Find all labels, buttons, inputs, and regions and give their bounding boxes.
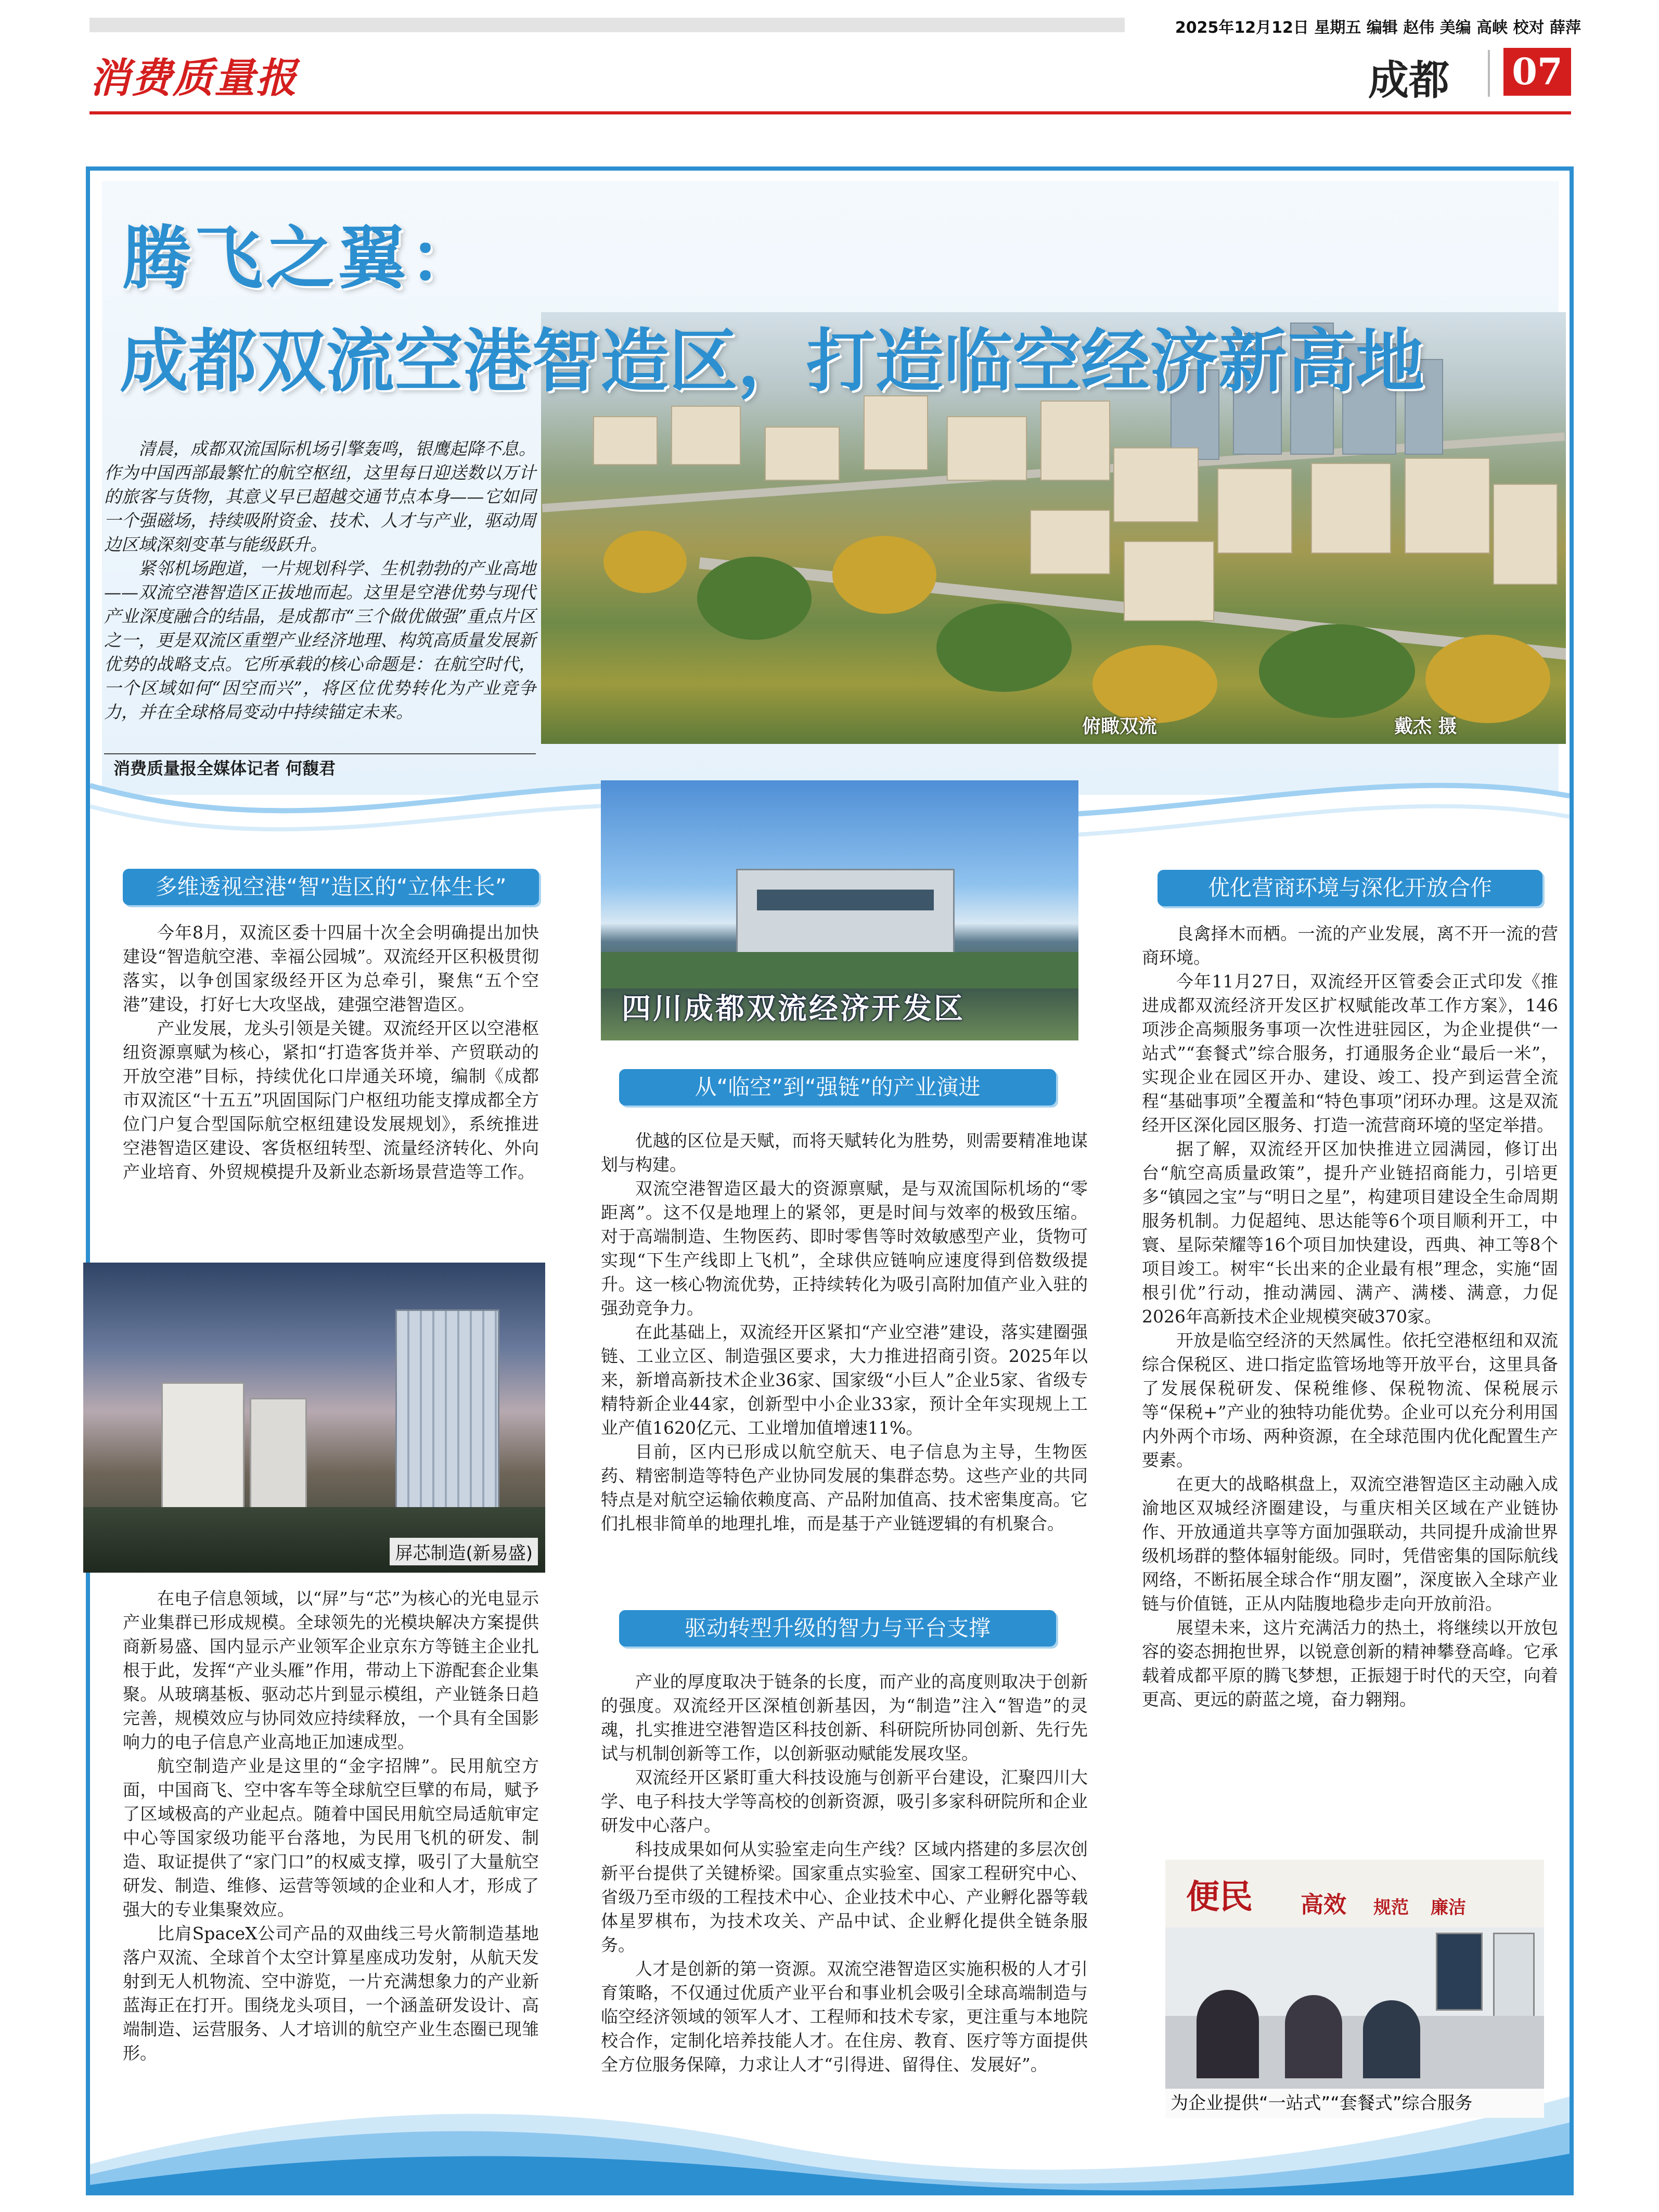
- section-heading-industry-evolution: 从“临空”到“强链”的产业演进: [619, 1069, 1056, 1105]
- body-paragraph: 开放是临空经济的天然属性。依托空港枢纽和双流综合保税区、进口指定监管场地等开放平台，这里具备了发展保税研发、保税维修、保税物流、保税展示等“保税+”产业的独特功能优势。企业可以充分利用国内外两个市场、两种资源，在全球范围内优化配置生产要素。: [1142, 1330, 1558, 1470]
- body-paragraph: 双流空港智造区最大的资源禀赋，是与双流国际机场的“零距离”。这不仅是地理上的紧邻，更是时间与效率的极致压缩。对于高端制造、生物医药、即时零售等时效敏感型产业，货物可实现“下生产线即上飞机”，全球供应链响应速度得到倍数级提升。这一核心物流优势，正持续转化为吸引高附加值产业入驻的强劲竞争力。: [601, 1178, 1088, 1318]
- masthead-rule: [89, 111, 1571, 114]
- body-paragraph: 产业的厚度取决于链条的长度，而产业的高度则取决于创新的强度。双流经开区深植创新基因，为“制造”注入“智造”的灵魂，扎实推进空港智造区科技创新、科研院所协同创新、先行先试与机制创新等工作，以创新驱动赋能发展攻坚。: [601, 1671, 1088, 1764]
- service-wall-text: 便民: [1186, 1877, 1253, 1917]
- column1-text-b: [123, 1587, 539, 2065]
- body-paragraph: 科技成果如何从实验室走向生产线？区域内搭建的多层次创新平台提供了关键桥梁。国家重点实验室、国家工程研究中心、省级乃至市级的工程技术中心、企业技术中心、产业孵化器等载体星罗棋布，为技术攻关、产品中试、企业孵化提供全链条服务。: [601, 1839, 1088, 1955]
- column1-text-a: [123, 921, 539, 1184]
- body-paragraph: 展望未来，这片充满活力的热土，将继续以开放包容的姿态拥抱世界，以锐意创新的精神攀登高峰。它承载着成都平原的腾飞梦想，正振翅于时代的天空，向着更高、更远的蔚蓝之境，奋力翱翔。: [1142, 1617, 1558, 1709]
- body-paragraph: 今年11月27日，双流经开区管委会正式印发《推进成都双流经济开发区扩权赋能改革工作方案》，146项涉企高频服务事项一次性进驻园区，为企业提供“一站式”“套餐式”综合服务，打通服务企业“最后一米”，实现企业在园区开办、建设、竣工、投产到运营全流程“基础事项”全覆盖和“特色事项”闭环办理。这是双流经开区深化园区服务、打造一流营商环境的坚定举措。: [1142, 971, 1558, 1135]
- column2-text-b: [601, 1670, 1088, 2077]
- headline-line2: 成都双流空港智造区，打造临空经济新高地: [120, 321, 1424, 402]
- body-paragraph: 今年8月，双流区委十四届十次全会明确提出加快建设“智造航空港、幸福公园城”。双流经开区积极贯彻落实，以争创国家级经开区为总牵引，聚焦“五个空港”建设，打好七大攻坚战，建强空港智造区。: [123, 922, 539, 1014]
- headline-line1: 腾飞之翼：: [122, 218, 481, 299]
- hero-caption-right: 戴杰 摄: [1394, 716, 1457, 737]
- service-wall-text: 廉洁: [1431, 1897, 1466, 1918]
- page-number: 07: [1503, 48, 1571, 96]
- section-heading-multidimensional: 多维透视空港“智”造区的“立体生长”: [123, 869, 539, 905]
- section-heading-business-environment: 优化营商环境与深化开放合作: [1158, 870, 1542, 906]
- chip-photo-caption: 屏芯制造(新易盛): [390, 1538, 538, 1565]
- column2-text-a: [601, 1129, 1088, 1536]
- intro-paragraph: 紧邻机场跑道，一片规划科学、生机勃勃的产业高地——双流空港智造区正拔地而起。这里是空港优势与现代产业深度融合的结晶，是成都市“三个做优做强”重点片区之一，更是双流区重塑产业经济地理、构筑高质量发展新优势的战略支点。它所承载的核心命题是：在航空时代，一个区域如何“因空而兴”，将区位优势转化为产业竞争力，并在全球格局变动中持续锚定未来。: [104, 558, 536, 722]
- hero-caption-left: 俯瞰双流: [1082, 716, 1158, 737]
- body-paragraph: 产业发展，龙头引领是关键。双流经开区以空港枢纽资源禀赋为核心，紧扣“打造客货并举、产贸联动的开放空港”目标，持续优化口岸通关环境，编制《成都市双流区“十五五”巩固国际门户枢纽功能支撑成都全方位门户复合型国际航空枢纽建设发展规划》，系统推进空港智造区建设、客货枢纽转型、流量经济转化、外向产业培育、外贸规模提升及新业态新场景营造等工作。: [123, 1018, 539, 1182]
- service-wall-text: 高效: [1301, 1892, 1346, 1918]
- body-paragraph: 优越的区位是天赋，而将天赋转化为胜势，则需要精准地谋划与构建。: [601, 1130, 1088, 1175]
- edition-name: 成都: [1368, 57, 1450, 104]
- chip-factory-photo: [83, 1263, 545, 1573]
- body-paragraph: 在更大的战略棋盘上，双流空港智造区主动融入成渝地区双城经济圈建设，与重庆相关区域在产业链协作、开放通道共享等方面加强联动，共同提升成渝世界级机场群的整体辐射能级。同时，凭借密集的国际航线网络，不断拓展全球合作“朋友圈”，深度嵌入全球产业链与价值链，正从内陆腹地稳步走向开放前沿。: [1142, 1474, 1558, 1614]
- service-wall-text: 规范: [1373, 1897, 1409, 1918]
- body-paragraph: 人才是创新的第一资源。双流空港智造区实施积极的人才引育策略，不仅通过优质产业平台和事业机会吸引全球高端制造与临空经济领域的领军人才、工程师和技术专家，更注重与本地院校合作，定制化培养技能人才。在住房、教育、医疗等方面提供全方位服务保障，力求让人才“引得进、留得住、发展好”。: [601, 1959, 1088, 2075]
- body-paragraph: 据了解，双流经开区加快推进立园满园，修订出台“航空高质量政策”，提升产业链招商能力，引培更多“镇园之宝”与“明日之星”，构建项目建设全生命周期服务机制。力促超纯、思达能等6个项目顺利开工，中寰、星际荣耀等16个项目加快建设，西典、神工等8个项目竣工。树牢“长出来的企业最有根”理念，实施“固根引优”行动，推动满园、满产、满楼、满意，力促2026年高新技术企业规模突破370家。: [1142, 1139, 1558, 1327]
- body-paragraph: 目前，区内已形成以航空航天、电子信息为主导，生物医药、精密制造等特色产业协同发展的集群态势。这些产业的共同特点是对航空运输依赖度高、产品附加值高、技术密集度高。它们扎根非简单的地理扎堆，而是基于产业链逻辑的有机聚合。: [601, 1442, 1088, 1534]
- intro-paragraph: 清晨，成都双流国际机场引擎轰鸣，银鹰起降不息。作为中国西部最繁忙的航空枢纽，这里每日迎送数以万计的旅客与货物，其意义早已超越交通节点本身——它如同一个强磁场，持续吸附资金、技术、人才与产业，驱动周边区域深刻变革与能级跃升。: [104, 439, 536, 555]
- intro-text: [104, 437, 536, 724]
- body-paragraph: 航空制造产业是这里的“金字招牌”。民用航空方面，中国商飞、空中客车等全球航空巨擘的布局，赋予了区域极高的产业起点。随着中国民用航空局适航审定中心等国家级功能平台落地，为民用飞机的研发、制造、取证提供了“家门口”的权威支撑，吸引了大量航空研发、制造、维修、运营等领域的企业和人才，形成了强大的专业集聚效应。: [123, 1756, 539, 1920]
- newspaper-logo: 消费质量报: [89, 55, 298, 102]
- body-paragraph: 在此基础上，双流经开区紧扣“产业空港”建设，落实建圈强链、工业立区、制造强区要求，大力推进招商引资。2025年以来，新增高新技术企业36家、国家级“小巨人”企业5家、省级专精特新企业44家，创新型中小企业33家，预计全年实现规上工业产值1620亿元、工业增加值增速11%。: [601, 1322, 1088, 1438]
- column3-text: [1142, 922, 1558, 1712]
- edition-divider: [1488, 50, 1490, 97]
- byline: 消费质量报全媒体记者 何馥君: [113, 758, 336, 778]
- body-paragraph: 良禽择木而栖。一流的产业发展，离不开一流的营商环境。: [1142, 923, 1558, 968]
- issue-line: 2025年12月12日 星期五 编辑 赵伟 美编 高峡 校对 薛萍: [1175, 19, 1581, 37]
- service-photo-caption: 为企业提供“一站式”“套餐式”综合服务: [1165, 2089, 1544, 2118]
- body-paragraph: 双流经开区紧盯重大科技设施与创新平台建设，汇聚四川大学、电子科技大学等高校的创新资源，吸引多家科研院所和企业研发中心落户。: [601, 1767, 1088, 1835]
- economic-zone-photo: [601, 780, 1078, 1040]
- service-hall-photo: [1165, 1860, 1544, 2118]
- section-heading-platform-support: 驱动转型升级的智力与平台支撑: [619, 1610, 1056, 1647]
- economic-zone-sign: 四川成都双流经济开发区: [622, 992, 965, 1026]
- body-paragraph: 比肩SpaceX公司产品的双曲线三号火箭制造基地落户双流、全球首个太空计算星座成功发射，从航天发射到无人机物流、空中游览，一片充满想象力的产业新蓝海正在打开。围绕龙头项目，一个涵盖研发设计、高端制造、运营服务、人才培训的航空产业生态圈已现雏形。: [123, 1923, 539, 2063]
- masthead-bar: [89, 18, 1125, 32]
- body-paragraph: 在电子信息领域，以“屏”与“芯”为核心的光电显示产业集群已形成规模。全球领先的光模块解决方案提供商新易盛、国内显示产业领军企业京东方等链主企业扎根于此，发挥“产业头雁”作用，带动上下游配套企业集聚。从玻璃基板、驱动芯片到显示模组，产业链条日趋完善，规模效应与协同效应持续释放，一个具有全国影响力的电子信息产业高地正加速成型。: [123, 1588, 539, 1752]
